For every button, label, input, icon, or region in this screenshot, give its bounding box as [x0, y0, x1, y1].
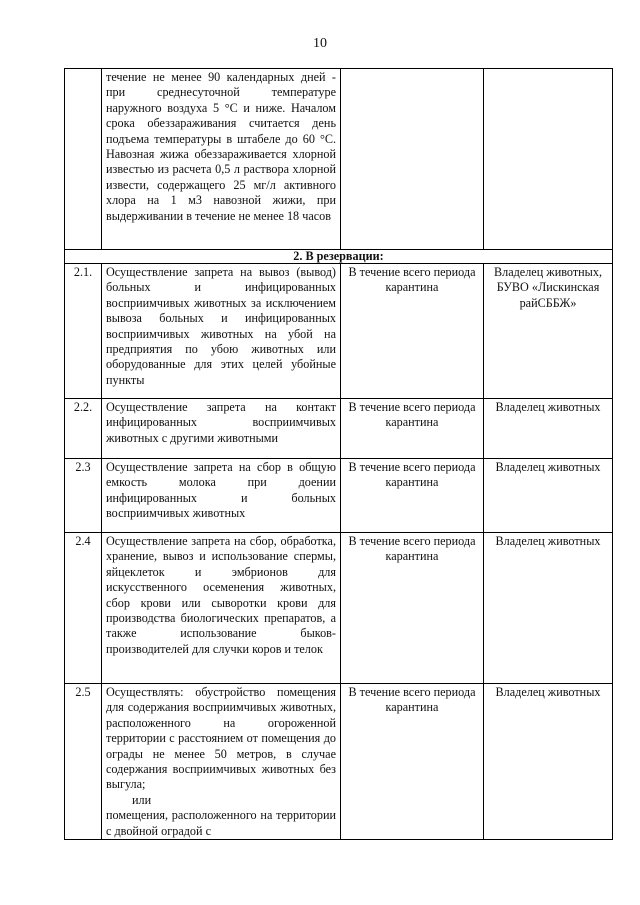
responsible-cell: [484, 69, 613, 250]
section-heading-row: [65, 250, 613, 264]
row-number: 2.4: [65, 533, 102, 684]
measure-text: Осуществление запрета на вывоз (вывод) больных и инфицированных восприимчивых животных за исключением вывоза больных и инфицированных восприимчивых животных на убой на предприятия по убою животных или оборудованные для этих целей убойные пункты: [102, 264, 341, 399]
measure-text: Осуществлять: обустройство помещения для содержания восприимчивых животных, расположенного на огороженной территории с расстоянием от помещения до ограды не менее 50 метров, в случае содержания восприимчивых животных без выгула;: [106, 685, 336, 792]
row-number: 2.3: [65, 459, 102, 533]
table-row: [65, 533, 613, 684]
table-row: [65, 459, 613, 533]
measure-cell: [102, 69, 341, 250]
row-number: 2.5: [65, 684, 102, 840]
measure-text: Осуществление запрета на сбор в общую емкость молока при доении инфицированных и больных восприимчивых животных: [102, 459, 341, 533]
page-number: 10: [313, 36, 327, 51]
responsible-text: Владелец животных: [484, 684, 613, 840]
term-text: В течение всего периода карантина: [341, 684, 484, 840]
term-text: В течение всего периода карантина: [341, 459, 484, 533]
term-text: В течение всего периода карантина: [341, 399, 484, 459]
term-text: В течение всего периода карантина: [341, 533, 484, 684]
measure-cell: [102, 684, 341, 840]
num-cell: [65, 69, 102, 250]
responsible-text: Владелец животных: [484, 533, 613, 684]
row-number: 2.2.: [65, 399, 102, 459]
section-title: 2. В резервации:: [65, 250, 613, 264]
responsible-text: Владелец животных: [484, 459, 613, 533]
term-cell: [341, 69, 484, 250]
measures-table: [64, 68, 613, 840]
measure-text: Осуществление запрета на контакт инфицированных восприимчивых животных с другими животными: [102, 399, 341, 459]
responsible-text: Владелец животных, БУВО «Лискинская райСББЖ»: [484, 264, 613, 399]
measure-or-text: или: [132, 792, 152, 807]
measure-text: Осуществление запрета на сбор, обработка, хранение, вывоз и использование спермы, яйцеклеток и эмбрионов для искусственного осеменения животных, сбор крови или сыворотки крови для производства биологических препаратов, а также использование быков-производителей для случки коров и телок: [102, 533, 341, 684]
responsible-text: Владелец животных: [484, 399, 613, 459]
table-row: [65, 399, 613, 459]
table-row: [65, 684, 613, 840]
table-row: [65, 264, 613, 399]
row-number: 2.1.: [65, 264, 102, 399]
measure-text: течение не менее 90 календарных дней - при среднесуточной температуре наружного воздуха 5 °С и ниже. Началом срока обеззараживания считается день подъема температуры в штабеле до 60 °С. Навозная жижа обеззараживается хлорной известью из расчета 0,5 л раствора хлорной извести, содержащего 25 мг/л активного хлора на 1 м3 навозной жижи, при выдерживании в течение не менее 18 часов: [106, 70, 336, 223]
measure-tail-text: помещения, расположенного на территории с двойной оградой с: [106, 808, 336, 838]
term-text: В течение всего периода карантина: [341, 264, 484, 399]
table-row-continuation: [65, 69, 613, 250]
